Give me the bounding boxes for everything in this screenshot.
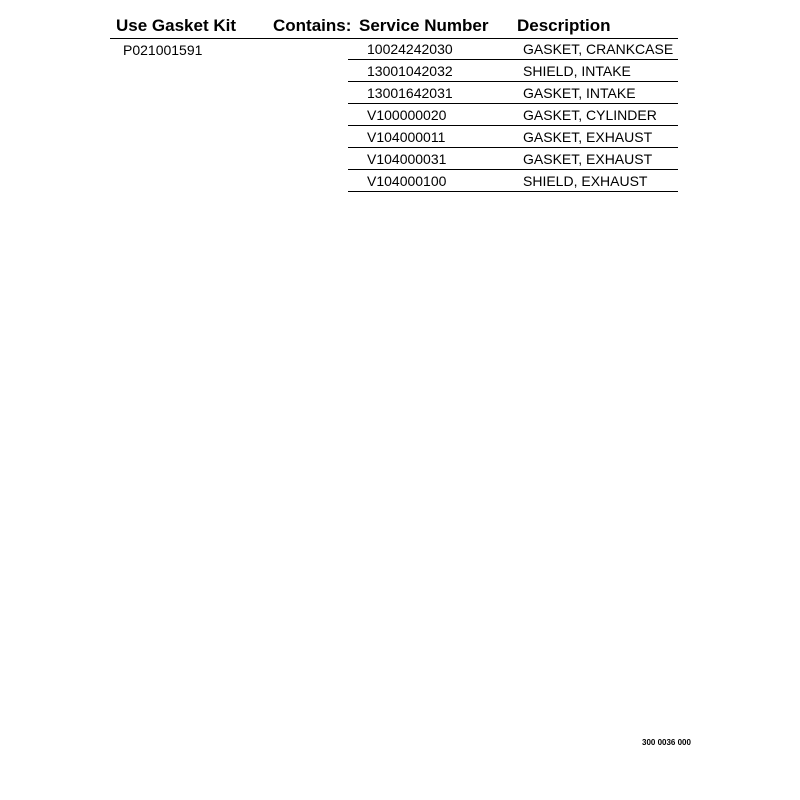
description-cell: GASKET, INTAKE xyxy=(523,85,636,101)
parts-table xyxy=(348,38,678,192)
service-number-cell: 10024242030 xyxy=(367,41,453,57)
description-cell: SHIELD, EXHAUST xyxy=(523,173,648,189)
description-cell: GASKET, CYLINDER xyxy=(523,107,657,123)
table-row xyxy=(348,170,678,192)
document-code: 300 0036 000 xyxy=(642,738,691,747)
description-cell: GASKET, EXHAUST xyxy=(523,151,653,167)
column-header-contains: Contains: xyxy=(273,16,352,35)
table-row xyxy=(348,60,678,82)
table-row xyxy=(348,148,678,170)
service-number-cell: 13001642031 xyxy=(367,85,453,101)
table-row xyxy=(348,82,678,104)
description-cell: GASKET, EXHAUST xyxy=(523,129,653,145)
kit-number: P021001591 xyxy=(123,42,203,58)
description-cell: GASKET, CRANKCASE xyxy=(523,41,674,57)
service-number-cell: V100000020 xyxy=(367,107,447,123)
service-number-cell: V104000100 xyxy=(367,173,447,189)
service-number-cell: V104000031 xyxy=(367,151,447,167)
service-number-cell: V104000011 xyxy=(367,129,446,145)
table-row xyxy=(348,38,678,60)
service-number-cell: 13001042032 xyxy=(367,63,453,79)
table-row xyxy=(348,104,678,126)
description-cell: SHIELD, INTAKE xyxy=(523,63,631,79)
table-row xyxy=(348,126,678,148)
column-header-kit: Use Gasket Kit xyxy=(116,16,236,35)
column-header-description: Description xyxy=(517,16,611,35)
column-header-service-number: Service Number xyxy=(359,16,489,35)
